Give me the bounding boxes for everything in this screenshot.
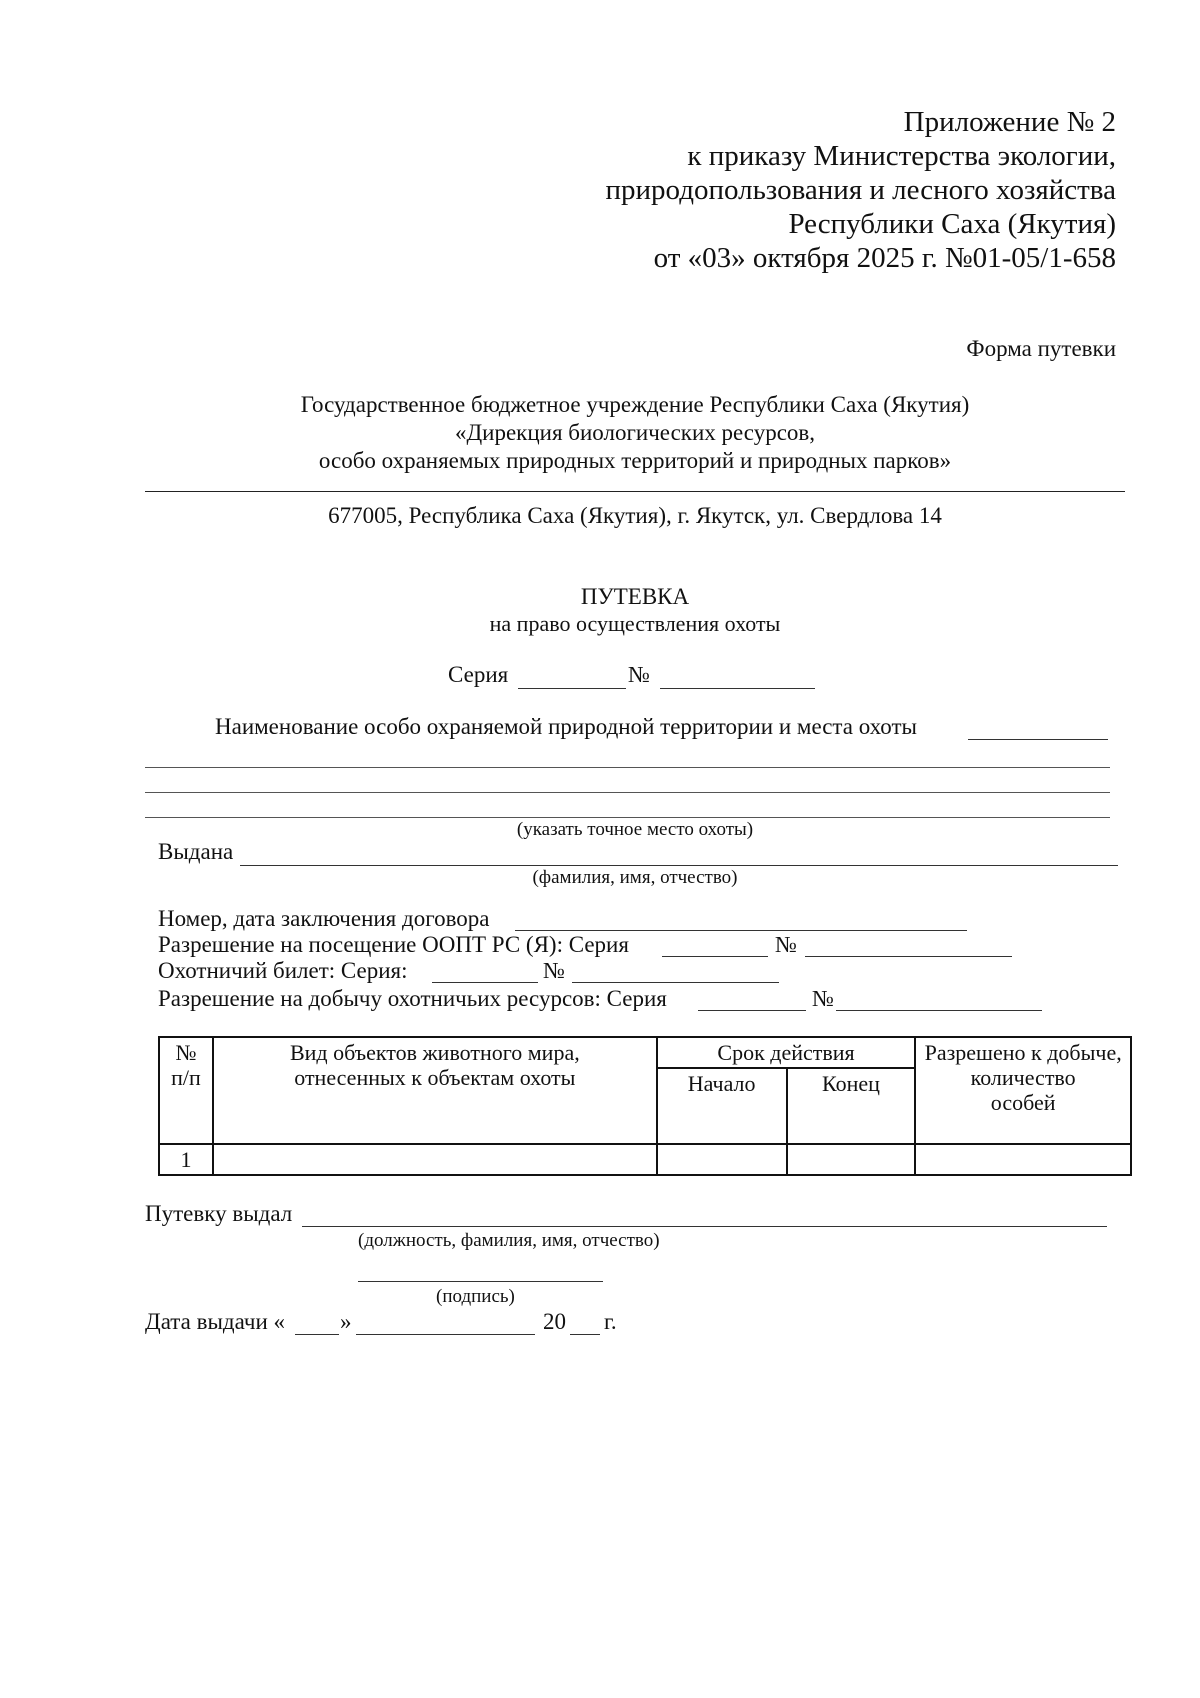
appendix-line-2: к приказу Министерства экологии, (687, 140, 1116, 172)
issued-to-hint: (фамилия, имя, отчество) (532, 867, 738, 888)
contract-field[interactable] (515, 930, 967, 931)
harvest-permit-number-label: № (812, 986, 834, 1011)
header-allowed-line-3: особей (990, 1090, 1056, 1115)
header-allowed-line-1: Разрешено к добыче, (924, 1040, 1122, 1065)
visit-permit-number-field[interactable] (805, 956, 1012, 957)
territory-field-line-2[interactable] (145, 767, 1110, 768)
signature-field[interactable] (358, 1281, 603, 1282)
issuer-label: Путевку выдал (145, 1201, 293, 1226)
doc-title: ПУТЕВКА (580, 584, 690, 609)
row-allowed[interactable] (915, 1144, 1131, 1175)
visit-permit-series-field[interactable] (662, 956, 768, 957)
table-row (159, 1144, 1131, 1175)
number-field[interactable] (660, 688, 815, 689)
signature-hint: (подпись) (436, 1286, 515, 1307)
series-label: Серия (448, 662, 509, 687)
header-no-line-1: № (175, 1040, 197, 1065)
org-line-1: Государственное бюджетное учреждение Республики Саха (Якутия) (300, 392, 970, 417)
hunting-ticket-series-field[interactable] (432, 982, 538, 983)
appendix-line-5: от «03» октября 2025 г. №01-05/1-658 (653, 242, 1116, 274)
territory-field-inline[interactable] (968, 739, 1108, 740)
territory-hint: (указать точное место охоты) (516, 819, 754, 840)
doc-subtitle: на право осуществления охоты (489, 611, 781, 636)
issued-to-label: Выдана (158, 839, 234, 864)
header-allowed (915, 1037, 1131, 1144)
harvest-permit-series-field[interactable] (698, 1010, 806, 1011)
issue-date-quote-close: » (340, 1309, 352, 1334)
series-field[interactable] (518, 688, 626, 689)
header-species (213, 1037, 657, 1144)
issue-year-field[interactable] (570, 1334, 600, 1335)
territory-field-line-4[interactable] (145, 817, 1110, 818)
number-label: № (628, 662, 650, 687)
hunting-objects-table (158, 1036, 1132, 1176)
hunting-ticket-label: Охотничий билет: Серия: (158, 958, 408, 983)
header-no-line-2: п/п (171, 1065, 201, 1090)
header-allowed-line-2: количество (970, 1065, 1076, 1090)
header-start: Начало (657, 1068, 787, 1144)
issue-year-prefix: 20 (543, 1309, 566, 1334)
org-line-2: «Дирекция биологических ресурсов, (454, 420, 816, 445)
issue-day-field[interactable] (295, 1334, 339, 1335)
row-start[interactable] (657, 1144, 787, 1175)
header-end: Конец (787, 1068, 916, 1144)
appendix-line-3: природопользования и лесного хозяйства (605, 174, 1116, 206)
territory-label: Наименование особо охраняемой природной территории и места охоты (215, 714, 917, 739)
issue-month-field[interactable] (356, 1334, 535, 1335)
issuer-field[interactable] (302, 1226, 1107, 1227)
header-no (159, 1037, 213, 1144)
visit-permit-label: Разрешение на посещение ООПТ РС (Я): Серия (158, 932, 629, 957)
issued-to-field[interactable] (240, 865, 1118, 866)
row-end[interactable] (787, 1144, 916, 1175)
org-address: 677005, Республика Саха (Якутия), г. Якутск, ул. Свердлова 14 (328, 503, 942, 528)
org-divider (145, 491, 1125, 492)
row-species[interactable] (213, 1144, 657, 1175)
issuer-position-hint: (должность, фамилия, имя, отчество) (358, 1230, 660, 1251)
form-label: Форма путевки (966, 336, 1116, 361)
territory-field-line-3[interactable] (145, 792, 1110, 793)
header-species-line-1: Вид объектов животного мира, (289, 1040, 580, 1065)
visit-permit-number-label: № (775, 932, 797, 957)
appendix-line-4: Республики Саха (Якутия) (788, 208, 1116, 240)
harvest-permit-label: Разрешение на добычу охотничьих ресурсов: Серия (158, 986, 667, 1011)
contract-label: Номер, дата заключения договора (158, 906, 490, 931)
row-no: 1 (159, 1144, 213, 1175)
hunting-ticket-number-label: № (543, 958, 565, 983)
header-period: Срок действия (657, 1037, 916, 1068)
issue-year-suffix: г. (604, 1309, 617, 1334)
appendix-line-1: Приложение № 2 (903, 106, 1116, 138)
hunting-ticket-number-field[interactable] (572, 982, 779, 983)
org-line-3: особо охраняемых природных территорий и природных парков» (318, 448, 952, 473)
issue-date-label: Дата выдачи « (145, 1309, 286, 1334)
header-species-line-2: отнесенных к объектам охоты (294, 1065, 576, 1090)
harvest-permit-number-field[interactable] (836, 1010, 1042, 1011)
